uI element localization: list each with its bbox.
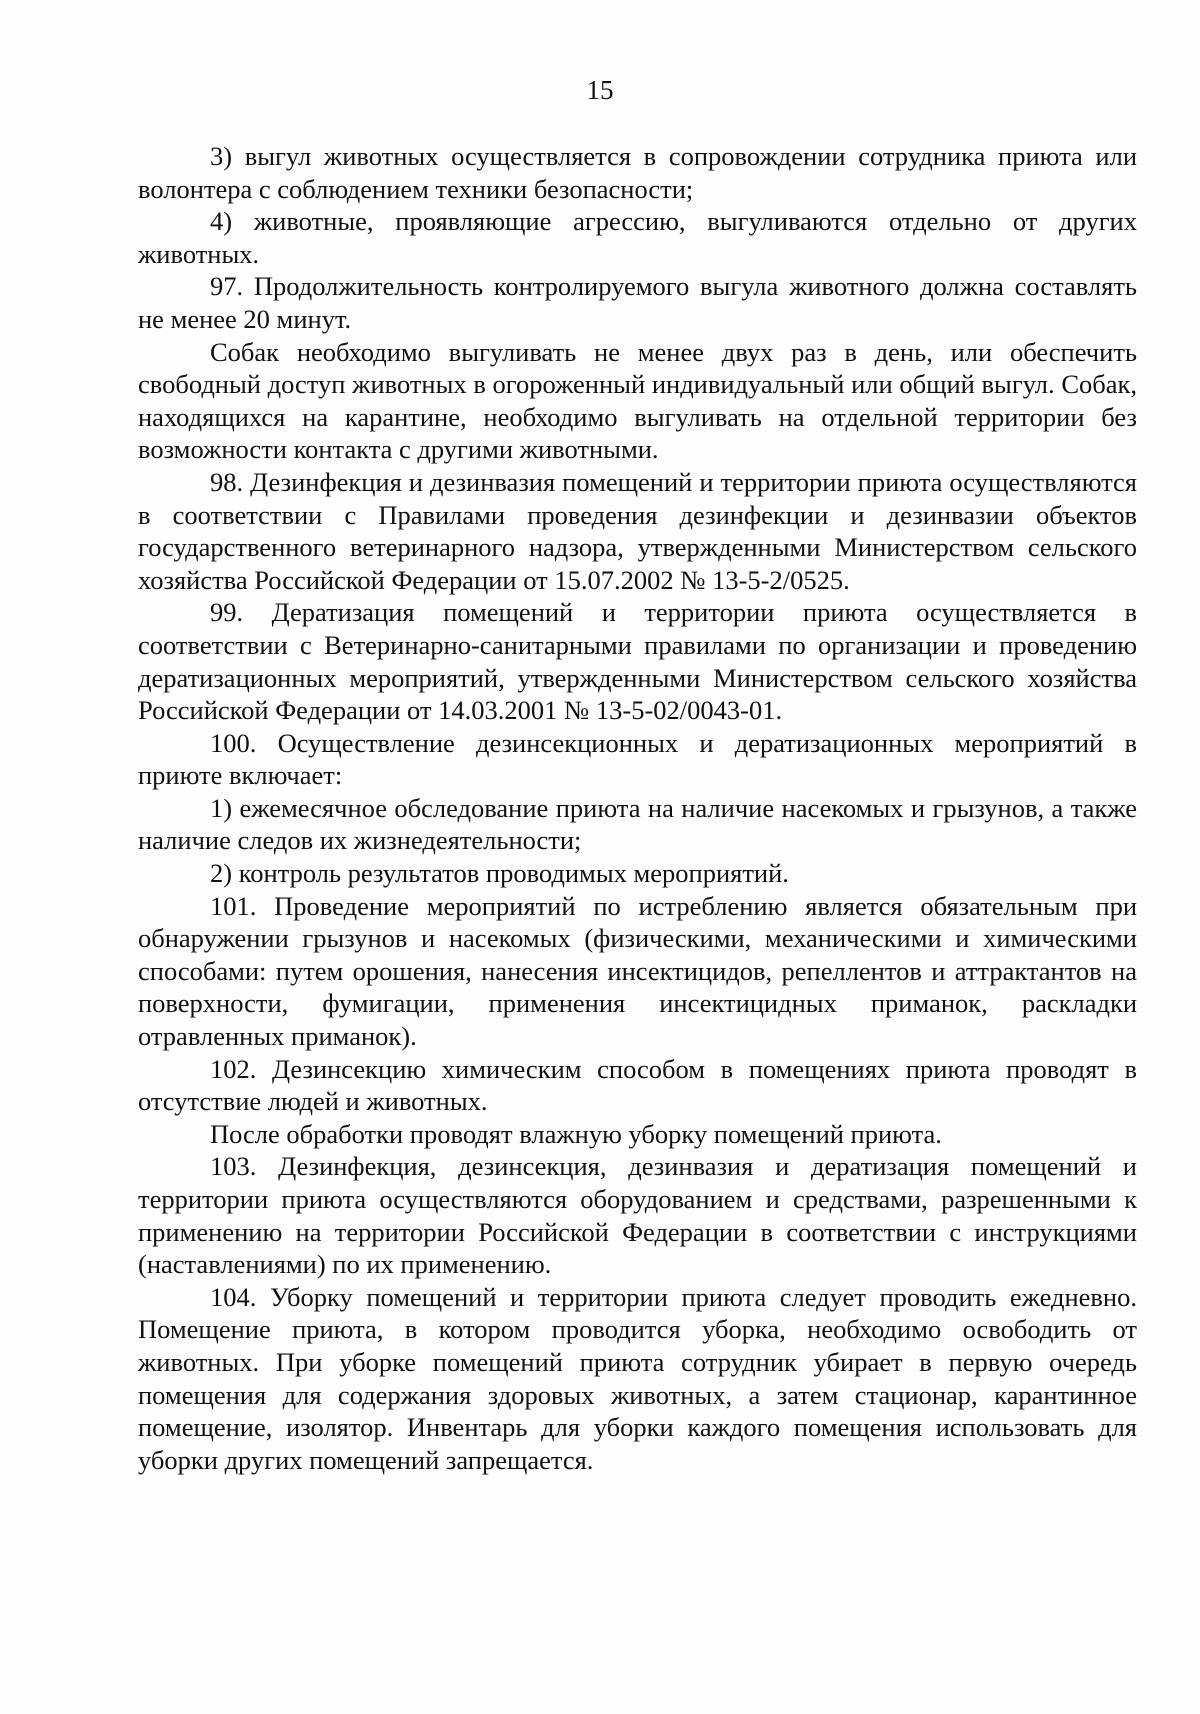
paragraph-99-deratization: 99. Дератизация помещений и территории приюта осуществляется в соответствии с Ветеринарно-санитарными правилами по организации и проведению дератизационных мероприятий, утвержденными Министерством сельского хозяйства Российской Федерации от 14.03.2001 № 13-5-02/0043-01. (138, 597, 1137, 726)
paragraph-item-4-aggressive-animals: 4) животные, проявляющие агрессию, выгуливаются отдельно от других животных. (138, 206, 1137, 269)
paragraph-dog-walking: Собак необходимо выгуливать не менее двух раз в день, или обеспечить свободный доступ животных в огороженный индивидуальный или общий выгул. Собак, находящихся на карантине, необходимо выгуливать на отдельной территории без возможности контакта с другими животными. (138, 336, 1137, 465)
paragraph-98-disinfection: 98. Дезинфекция и дезинвазия помещений и территории приюта осуществляются в соответствии с Правилами проведения дезинфекции и дезинвазии объектов государственного ветеринарного надзора, утвержденными Министерством сельского хозяйства Российской Федерации от 15.07.2002 № 13-5-2/0525. (138, 466, 1137, 595)
paragraph-97-walk-duration: 97. Продолжительность контролируемого выгула животного должна составлять не менее 20 минут. (138, 271, 1137, 334)
paragraph-item-2-control: 2) контроль результатов проводимых мероприятий. (210, 858, 789, 889)
paragraph-wet-cleaning: После обработки проводят влажную уборку помещений приюта. (210, 1118, 942, 1149)
paragraph-101-extermination: 101. Проведение мероприятий по истреблению является обязательным при обнаружении грызунов и насекомых (физическими, механическими и химическими способами: путем орошения, нанесения инсектицидов, репеллентов и аттрактантов на поверхности, фумигации, применения инсектицидных приманок, раскладки отравленных приманок). (138, 890, 1137, 1052)
document-body (138, 140, 1137, 1476)
paragraph-103-equipment: 103. Дезинфекция, дезинсекция, дезинвазия и дератизация помещений и территории приюта осуществляются оборудованием и средствами, разрешенными к применению на территории Российской Федерации в соответствии с инструкциями (наставлениями) по их применению. (138, 1151, 1137, 1280)
paragraph-item-1-monthly-inspection: 1) ежемесячное обследование приюта на наличие насекомых и грызунов, а также наличие следов их жизнедеятельности; (138, 792, 1137, 856)
paragraph-100-measures: 100. Осуществление дезинсекционных и дератизационных мероприятий в приюте включает: (138, 727, 1137, 791)
paragraph-104-cleaning: 104. Уборку помещений и территории приюта следует проводить ежедневно. Помещение приюта, в котором проводится уборка, необходимо освободить от животных. При уборке помещений приюта сотрудник убирает в первую очередь помещения для содержания здоровых животных, а затем стационар, карантинное помещение, изолятор. Инвентарь для уборки каждого помещения использовать для уборки других помещений запрещается. (138, 1281, 1137, 1475)
page-number: 15 (586, 75, 614, 105)
paragraph-102-chemical-disinsection: 102. Дезинсекцию химическим способом в помещениях приюта проводят в отсутствие людей и животных. (138, 1053, 1137, 1117)
paragraph-item-3-walking-escort: 3) выгул животных осуществляется в сопровождении сотрудника приюта или волонтера с соблюдением техники безопасности; (138, 141, 1137, 204)
